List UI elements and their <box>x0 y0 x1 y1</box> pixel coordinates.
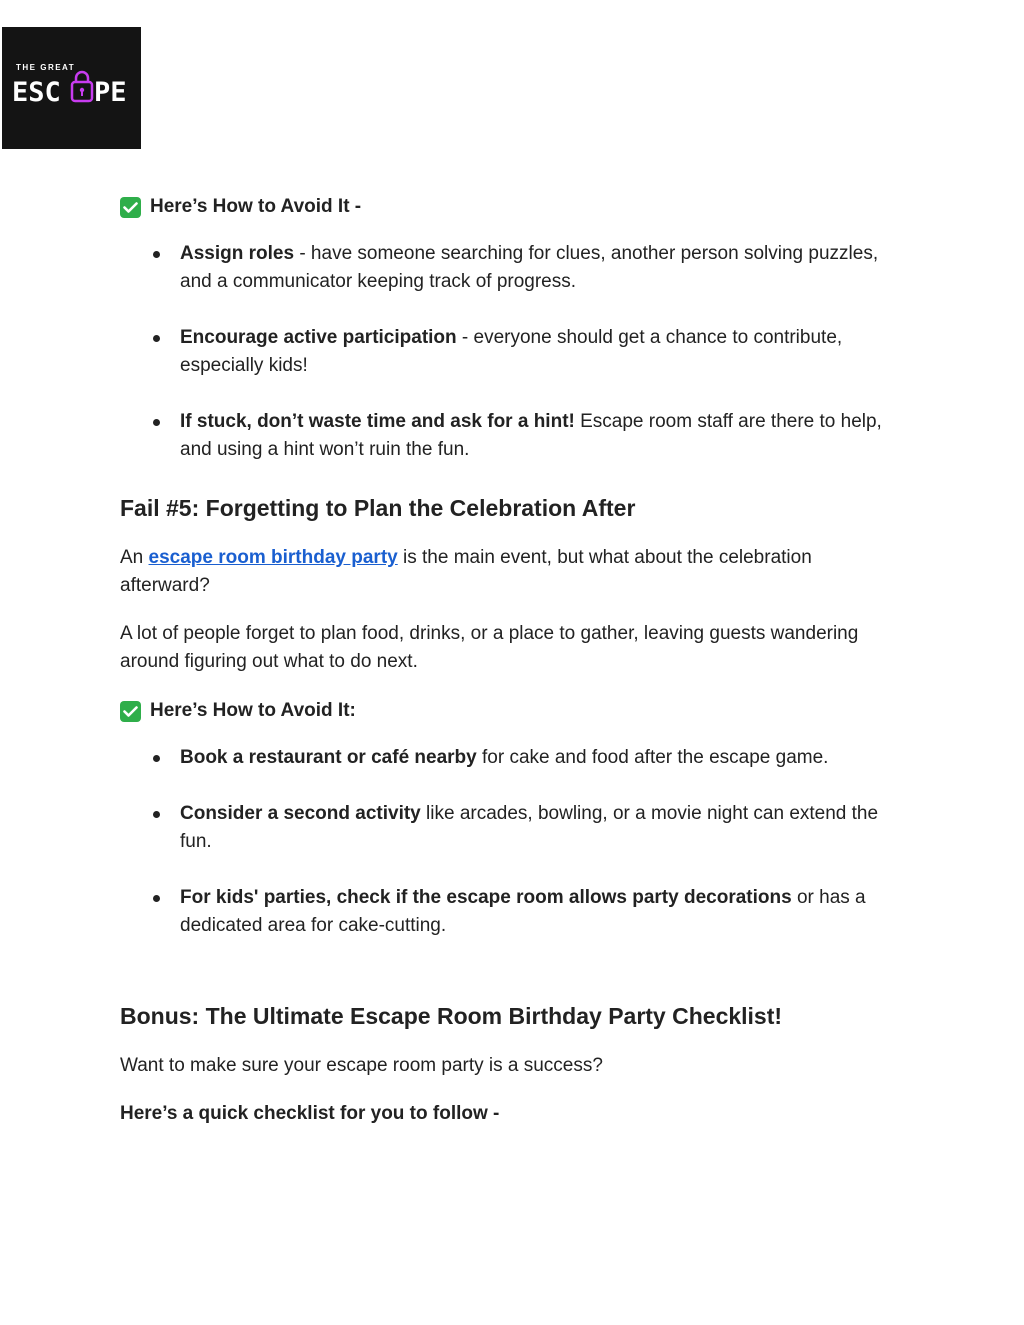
problem-paragraph: A lot of people forget to plan food, drinks, or a place to gather, leaving guests wandering around figuring out what to do next. <box>120 623 859 672</box>
fail-5-heading: Fail #5: Forgetting to Plan the Celebration After <box>120 495 636 521</box>
list-item: Encourage active participation - everyone should get a chance to contribute, especially kids! <box>120 324 900 380</box>
check-mark-icon <box>120 197 141 218</box>
padlock-icon <box>72 72 92 101</box>
success-paragraph: Want to make sure your escape room party is a success? <box>120 1055 603 1076</box>
list-item: Consider a second activity like arcades, bowling, or a movie night can extend the fun. <box>120 800 900 856</box>
logo-tagline: THE GREAT <box>16 63 76 72</box>
check-mark-icon <box>120 701 141 722</box>
bullet-icon <box>153 811 160 818</box>
tips-list-2 <box>120 744 900 940</box>
company-logo <box>2 27 141 149</box>
bullet-icon <box>153 419 160 426</box>
checklist-intro: Here’s a quick checklist for you to follow - <box>120 1103 500 1124</box>
logo-graphic <box>2 27 141 149</box>
tips-list-1 <box>120 240 900 464</box>
avoid-it-heading-1: Here’s How to Avoid It - <box>120 192 900 222</box>
list-item: For kids' parties, check if the escape room allows party decorations or has a dedicated area for cake-cutting. <box>120 884 900 940</box>
list-item: If stuck, don’t waste time and ask for a hint! Escape room staff are there to help, and using a hint won’t ruin the fun. <box>120 408 900 464</box>
list-item: Assign roles - have someone searching for clues, another person solving puzzles, and a communicator keeping track of progress. <box>120 240 900 296</box>
intro-paragraph: An escape room birthday party is the main event, but what about the celebration afterward? <box>120 547 812 596</box>
bonus-heading: Bonus: The Ultimate Escape Room Birthday Party Checklist! <box>120 1003 783 1029</box>
avoid-it-heading-2: Here’s How to Avoid It: <box>120 696 900 726</box>
list-item: Book a restaurant or café nearby for cake and food after the escape game. <box>120 744 900 772</box>
bullet-icon <box>153 335 160 342</box>
logo-word-right: PE <box>94 77 127 108</box>
document-body <box>120 192 900 1128</box>
bullet-icon <box>153 755 160 762</box>
bullet-icon <box>153 895 160 902</box>
bullet-icon <box>153 251 160 258</box>
escape-room-birthday-party-link[interactable]: escape room birthday party <box>148 547 398 568</box>
logo-word-left: ESC <box>12 77 61 108</box>
